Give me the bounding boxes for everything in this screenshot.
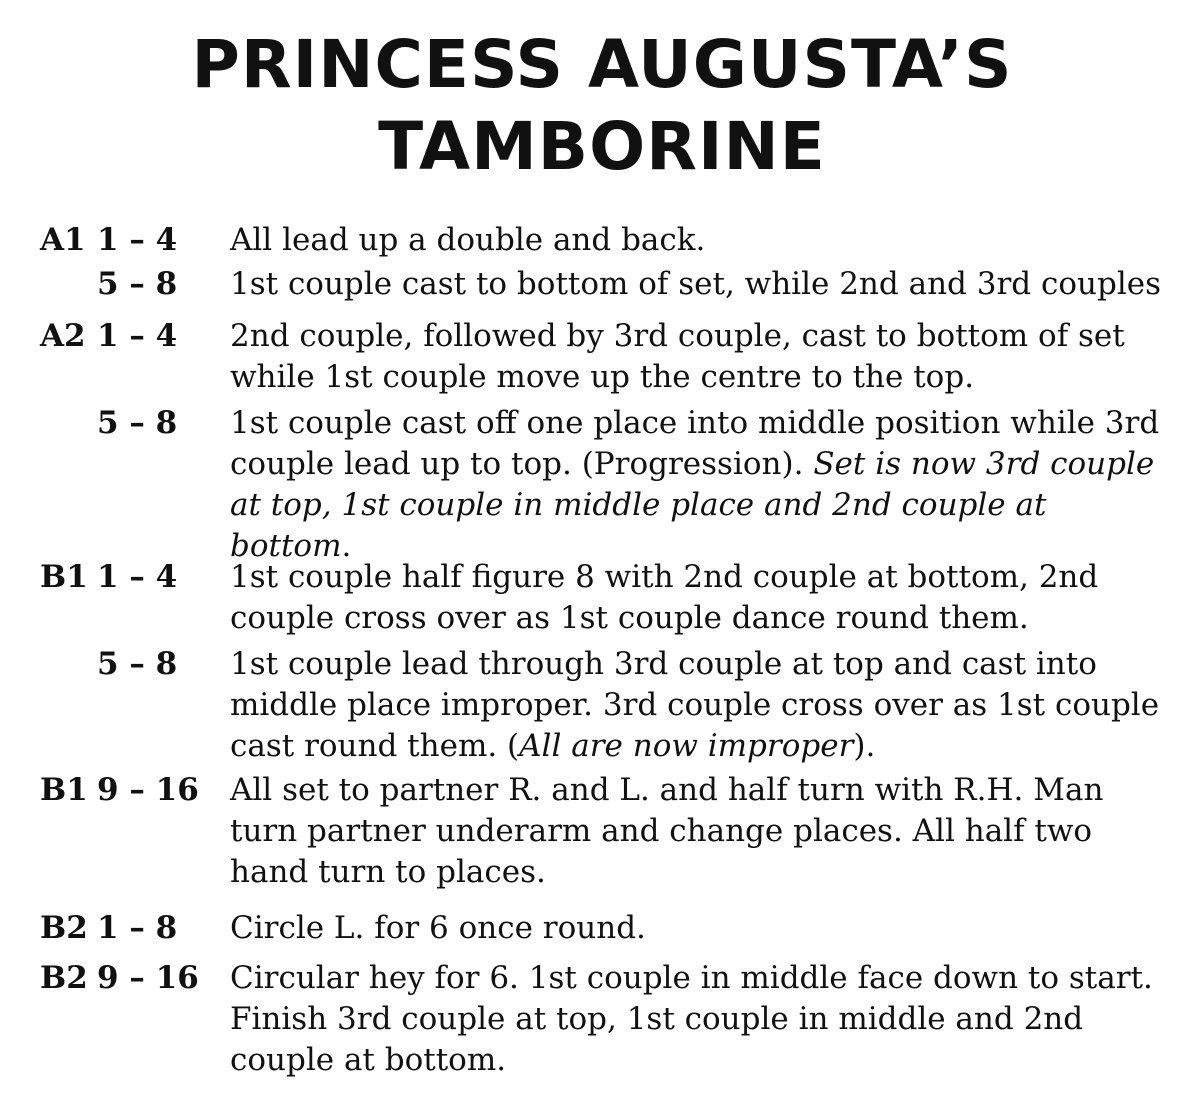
description-line (230, 444, 1170, 485)
bar-range: 9 – 16 (97, 960, 199, 996)
description-line: All set to partner R. and L. and half turn with R.H. Man (230, 772, 1104, 808)
bar-range: 5 – 8 (97, 646, 178, 682)
description-line: couple at bottom. (230, 1042, 507, 1078)
description-line: middle place improper. 3rd couple cross over as 1st couple (230, 687, 1160, 723)
description-line: Circle L. for 6 once round. (230, 910, 646, 946)
description-line: while 1st couple move up the centre to the top. (230, 359, 975, 395)
italic-note: All are now improper (519, 728, 854, 764)
part-label: B2 (40, 960, 88, 996)
title-line-2: TAMBORINE (378, 108, 826, 185)
part-label: B1 (40, 772, 88, 808)
description-line: 1st couple cast off one place into middle position while 3rd (230, 405, 1160, 441)
bar-range: 1 – 4 (97, 222, 178, 258)
description-line: Finish 3rd couple at top, 1st couple in middle and 2nd (230, 1001, 1084, 1037)
description-line: couple cross over as 1st couple dance round them. (230, 600, 1029, 636)
title-line-1: PRINCESS AUGUSTA’S (191, 26, 1013, 103)
note-end: ). (853, 728, 876, 764)
step-description (230, 220, 1170, 261)
description-text: couple lead up to top. (Progression). (230, 446, 804, 482)
step-description (230, 908, 1170, 949)
part-label: B2 (40, 910, 88, 946)
bar-range: 1 – 4 (97, 318, 178, 354)
bar-range: 5 – 8 (97, 405, 178, 441)
step-description (230, 316, 1170, 398)
bar-range: 1 – 8 (97, 910, 178, 946)
step-description (230, 403, 1170, 567)
italic-note-line: at top, 1st couple in middle place and 2nd couple at (230, 487, 1047, 523)
description-line: 2nd couple, followed by 3rd couple, cast to bottom of set (230, 318, 1125, 354)
description-text: cast round them. ( (230, 728, 520, 764)
description-line: 1st couple cast to bottom of set, while 2nd and 3rd couples (230, 266, 1161, 302)
part-label: A1 (40, 222, 86, 258)
italic-note: bottom (230, 528, 342, 564)
step-description (230, 770, 1170, 893)
description-line: All lead up a double and back. (230, 222, 706, 258)
step-description (230, 557, 1170, 639)
step-description (230, 958, 1170, 1081)
step-description (230, 264, 1170, 305)
part-label: A2 (40, 318, 86, 354)
description-line: hand turn to places. (230, 854, 546, 890)
description-line: Circular hey for 6. 1st couple in middle face down to start. (230, 960, 1153, 996)
note-end: . (341, 528, 352, 564)
description-line: 1st couple half figure 8 with 2nd couple at bottom, 2nd (230, 559, 1099, 595)
description-line (230, 726, 1170, 767)
description-line: 1st couple lead through 3rd couple at top and cast into (230, 646, 1097, 682)
italic-note: Set is now 3rd couple (803, 446, 1155, 482)
description-line: turn partner underarm and change places. All half two (230, 813, 1093, 849)
bar-range: 1 – 4 (97, 559, 178, 595)
bar-range: 5 – 8 (97, 266, 178, 302)
part-label: B1 (40, 559, 88, 595)
bar-range: 9 – 16 (97, 772, 199, 808)
step-description (230, 644, 1170, 767)
